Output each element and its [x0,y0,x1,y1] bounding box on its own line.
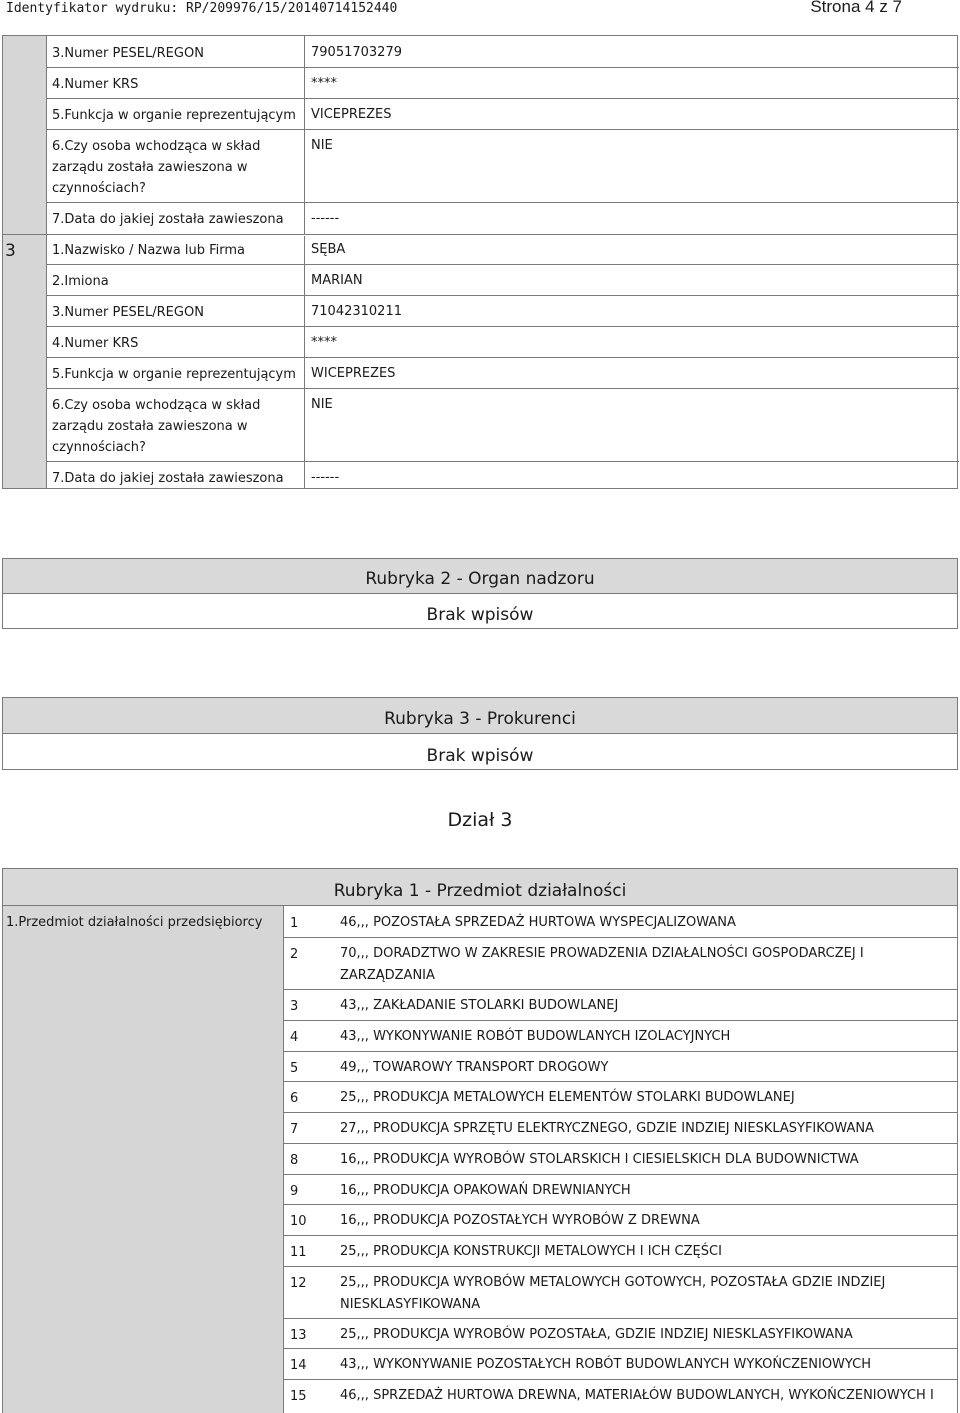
activity-number: 5 [290,1061,299,1076]
activity-number: 6 [290,1091,299,1106]
activity-text: 70,,, DORADZTWO W ZAKRESIE PROWADZENIA DZIAŁALNOŚCI GOSPODARCZEJ I ZARZĄDZANIA [340,946,864,983]
activity-label-column [2,906,284,1413]
activity-text: 25,,, PRODUKCJA WYROBÓW POZOSTAŁA, GDZIE INDZIEJ NIESKLASYFIKOWANA [340,1327,853,1342]
row-label: 1.Nazwisko / Nazwa lub Firma [52,243,245,258]
rubryka2-title: Rubryka 2 - Organ nadzoru [365,569,595,589]
row-value: NIE [311,397,333,412]
activity-row-divider [284,1174,958,1175]
activity-right-border [957,906,958,1413]
activity-row-divider [284,1143,958,1144]
activity-row-divider [284,1112,958,1113]
row-label: 7.Data do jakiej została zawieszona [52,212,284,227]
row-label: 7.Data do jakiej została zawieszona [52,471,284,486]
activity-text: 49,,, TOWAROWY TRANSPORT DROGOWY [340,1060,609,1075]
row-value: NIE [311,138,333,153]
section-divider [2,234,958,235]
activity-row-divider [284,1379,958,1380]
activity-text: 43,,, ZAKŁADANIE STOLARKI BUDOWLANEJ [340,998,619,1013]
activity-row-divider [284,1204,958,1205]
row-divider [46,461,959,462]
activity-text: 43,,, WYKONYWANIE ROBÓT BUDOWLANYCH IZOLACYJNYCH [340,1029,731,1044]
row-value: ------ [311,470,340,485]
row-divider [46,295,959,296]
row-divider [46,129,959,130]
row-label: 4.Numer KRS [52,77,139,92]
activity-row-divider [284,1266,958,1267]
row-value: 71042310211 [311,304,402,319]
activity-text: 43,,, WYKONYWANIE POZOSTAŁYCH ROBÓT BUDOWLANYCH WYKOŃCZENIOWYCH [340,1357,871,1372]
row-label: 2.Imiona [52,274,109,289]
activity-row-divider [284,1348,958,1349]
row-divider [46,357,959,358]
row-value: MARIAN [311,273,363,288]
activity-number: 9 [290,1184,299,1199]
activity-number: 8 [290,1153,299,1168]
row-value: 79051703279 [311,45,402,60]
activity-number: 10 [290,1214,307,1229]
rubryka3-body: Brak wpisów [426,746,534,766]
row-divider [46,67,959,68]
activity-text: 25,,, PRODUKCJA WYROBÓW METALOWYCH GOTOWYCH, POZOSTAŁA GDZIE INDZIEJ NIESKLASYFIKOWANA [340,1275,886,1312]
row-value: VICEPREZES [311,107,392,122]
activity-text: 25,,, PRODUKCJA METALOWYCH ELEMENTÓW STOLARKI BUDOWLANEJ [340,1090,795,1105]
row-divider [46,202,959,203]
activity-row-divider [284,989,958,990]
activity-number: 1 [290,916,299,931]
row-label: 5.Funkcja w organie reprezentującym [52,367,296,382]
dzial3-rubryka-title: Rubryka 1 - Przedmiot działalności [333,881,627,901]
activity-number: 11 [290,1245,307,1260]
row-divider [46,264,959,265]
activity-row-divider [284,1318,958,1319]
activity-number: 15 [290,1389,307,1404]
row-label: 3.Numer PESEL/REGON [52,305,204,320]
column-divider-2 [304,236,305,488]
activity-text: 27,,, PRODUKCJA SPRZĘTU ELEKTRYCZNEGO, GDZIE INDZIEJ NIESKLASYFIKOWANA [340,1121,874,1136]
row-label: 6.Czy osoba wchodząca w skład zarządu została zawieszona w czynnościach? [52,398,261,455]
activity-text: 46,,, POZOSTAŁA SPRZEDAŻ HURTOWA WYSPECJALIZOWANA [340,915,736,930]
activity-row-divider [284,1020,958,1021]
activity-number: 3 [290,999,299,1014]
row-value: **** [311,76,337,91]
print-identifier: Identyfikator wydruku: RP/209976/15/20140714152440 [6,1,398,16]
activity-text: 16,,, PRODUKCJA WYROBÓW STOLARSKICH I CIESIELSKICH DLA BUDOWNICTWA [340,1152,859,1167]
row-value: SĘBA [311,242,346,257]
activity-text: 25,,, PRODUKCJA KONSTRUKCJI METALOWYCH I ICH CZĘŚCI [340,1244,722,1259]
activity-row-divider [284,1051,958,1052]
activity-text: 16,,, PRODUKCJA POZOSTAŁYCH WYROBÓW Z DREWNA [340,1213,700,1228]
rubryka2-body: Brak wpisów [426,605,534,625]
row-value: **** [311,335,337,350]
row-label: 5.Funkcja w organie reprezentującym [52,108,296,123]
dzial3-title: Dział 3 [447,809,513,831]
activity-number: 12 [290,1276,307,1291]
activity-text: 46,,, SPRZEDAŻ HURTOWA DREWNA, MATERIAŁÓW BUDOWLANYCH, WYKOŃCZENIOWYCH I [340,1388,934,1403]
activity-row-divider [284,937,958,938]
row-label: 4.Numer KRS [52,336,139,351]
activity-text: 16,,, PRODUKCJA OPAKOWAŃ DREWNIANYCH [340,1183,631,1198]
column-divider [304,36,305,234]
activity-row-divider [284,1081,958,1082]
activity-number: 2 [290,947,299,962]
row-divider [46,326,959,327]
activity-number: 4 [290,1030,299,1045]
row-value: ------ [311,211,340,226]
row-label: 3.Numer PESEL/REGON [52,46,204,61]
activity-number: 14 [290,1358,307,1373]
row-label: 6.Czy osoba wchodząca w skład zarządu została zawieszona w czynnościach? [52,139,261,196]
rubryka3-title: Rubryka 3 - Prokurenci [384,709,576,729]
activity-row-divider [284,1235,958,1236]
activity-number: 7 [290,1122,299,1137]
record-left-strip [3,36,47,488]
activity-label: 1.Przedmiot działalności przedsiębiorcy [6,915,263,930]
activity-number: 13 [290,1328,307,1343]
row-divider [46,388,959,389]
page-number: Strona 4 z 7 [810,0,902,16]
row-value: WICEPREZES [311,366,396,381]
record-number: 3 [5,241,16,261]
row-divider [46,98,959,99]
